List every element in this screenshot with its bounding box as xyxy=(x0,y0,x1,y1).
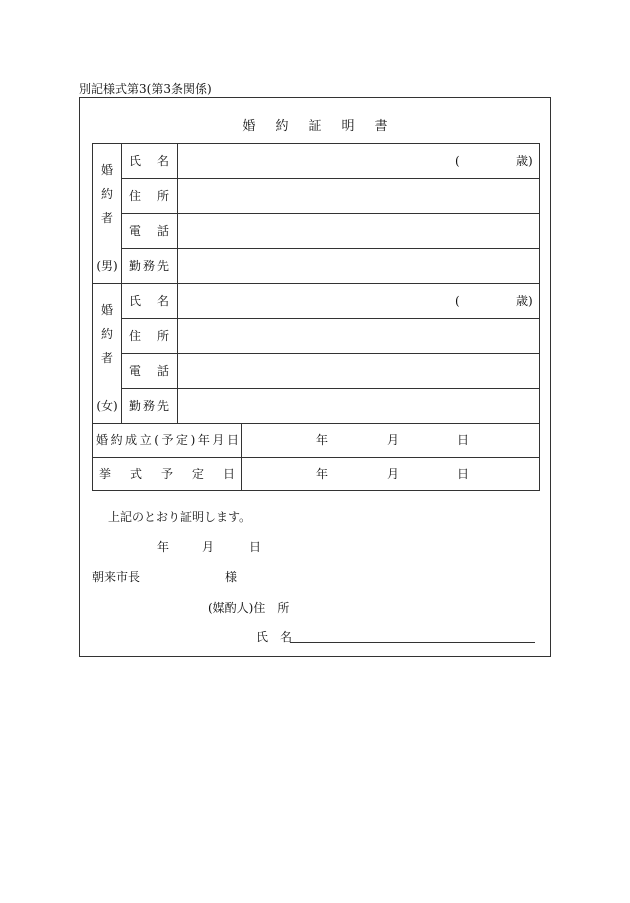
engagement-date-label: 婚 約 成 立 ( 予 定 ) 年 月 日 xyxy=(96,433,239,447)
honorific: 様 xyxy=(225,570,238,584)
ceremony-day: 日 xyxy=(457,467,470,481)
engagement-year: 年 xyxy=(316,433,329,447)
column-divider xyxy=(241,423,242,491)
groom-gender-label: (男) xyxy=(96,259,118,273)
engagement-day: 日 xyxy=(457,433,470,447)
row-divider xyxy=(121,388,539,389)
groom-age-open: ( xyxy=(455,154,460,168)
engagement-month: 月 xyxy=(387,433,400,447)
groom-name-label: 氏 名 xyxy=(129,154,169,168)
certificate-title: 婚約証明書 xyxy=(242,119,408,134)
cert-date-month: 月 xyxy=(202,540,215,554)
groom-address-label: 住 所 xyxy=(129,189,169,203)
column-divider xyxy=(177,144,178,423)
row-divider xyxy=(121,213,539,214)
row-divider xyxy=(121,353,539,354)
bride-phone-label: 電 話 xyxy=(129,364,169,378)
row-divider xyxy=(121,318,539,319)
ceremony-year: 年 xyxy=(316,467,329,481)
cert-date-year: 年 xyxy=(157,540,170,554)
groom-workplace-label: 勤 務 先 xyxy=(129,259,169,273)
certificate-frame xyxy=(79,97,551,657)
signature-line xyxy=(290,642,535,643)
certification-statement: 上記のとおり証明します。 xyxy=(108,510,252,524)
bride-workplace-label: 勤 務 先 xyxy=(129,399,169,413)
bride-name-label: 氏 名 xyxy=(129,294,169,308)
cert-date-day: 日 xyxy=(249,540,262,554)
bride-age-close: 歳) xyxy=(516,294,533,308)
groom-age-close: 歳) xyxy=(516,154,533,168)
bride-address-label: 住 所 xyxy=(129,329,169,343)
groom-side-label: 婚 約 者 xyxy=(100,163,113,225)
row-divider xyxy=(121,178,539,179)
bride-age-open: ( xyxy=(455,294,460,308)
row-divider xyxy=(121,248,539,249)
matchmaker-name-label: 氏 名 xyxy=(256,630,293,644)
bride-gender-label: (女) xyxy=(96,399,118,413)
matchmaker-address-label: (媒酌人)住 所 xyxy=(208,601,290,615)
ceremony-date-label: 挙 式 予 定 日 xyxy=(99,467,235,481)
form-caption: 別記様式第3(第3条関係) xyxy=(79,82,212,96)
bride-side-label: 婚 約 者 xyxy=(100,303,113,365)
ceremony-month: 月 xyxy=(387,467,400,481)
mayor-addressee: 朝来市長 xyxy=(92,570,141,584)
certificate-table xyxy=(92,143,540,491)
groom-phone-label: 電 話 xyxy=(129,224,169,238)
